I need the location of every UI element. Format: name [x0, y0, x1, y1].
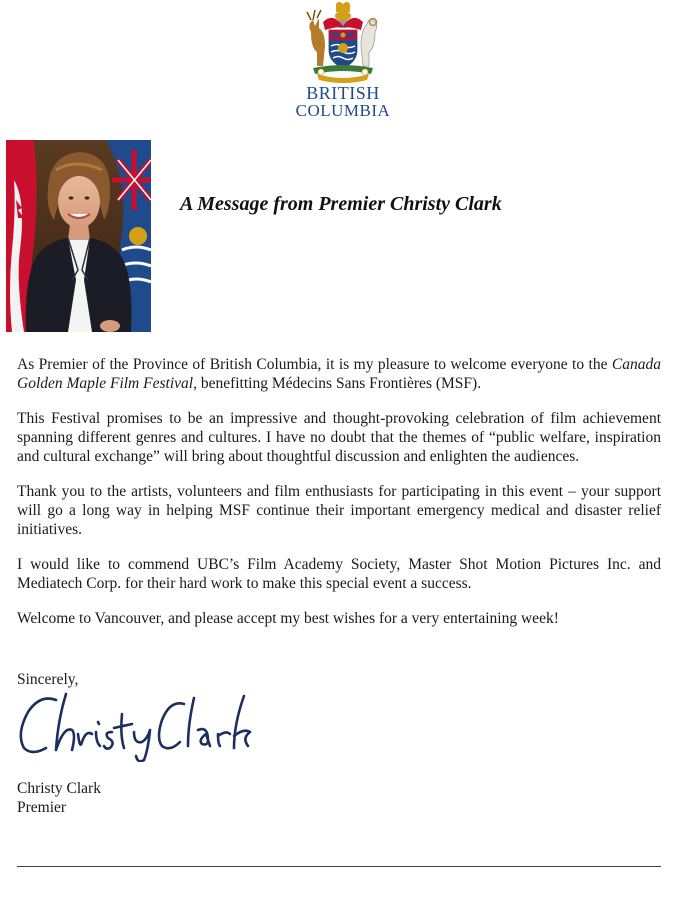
paragraph-festival: This Festival promises to be an impressive and thought-provoking celebration of film achievement spanning different genres and cultures. I have no doubt that the themes of “public welfare, inspiration and cultural exchange” will bring about thoughtful discussion and enlighten the audiences.: [17, 410, 661, 465]
coat-of-arms-icon: [303, 2, 383, 84]
premier-portrait: [6, 140, 151, 332]
letter-body: [17, 355, 661, 628]
bc-crest-logo: [288, 2, 398, 124]
paragraph-welcome-end: , benefitting Médecins Sans Frontières (MSF).: [193, 375, 482, 392]
signature: [12, 690, 262, 762]
signer-block: [17, 779, 101, 817]
paragraph-welcome-start: As Premier of the Province of British Columbia, it is my pleasure to welcome everyone to the: [17, 356, 612, 373]
signer-name: Christy Clark: [17, 780, 101, 797]
paragraph-welcome-vancouver: Welcome to Vancouver, and please accept my best wishes for a very entertaining week!: [17, 610, 559, 627]
footer-divider: [17, 866, 661, 867]
brand-name-line2: COLUMBIA: [295, 101, 391, 120]
handwritten-signature-icon: [12, 690, 262, 762]
paragraph-commend: I would like to commend UBC’s Film Academy Society, Master Shot Motion Pictures Inc. and Mediatech Corp. for their hard work to make this special event a success.: [17, 556, 661, 592]
portrait-photo-icon: [6, 140, 151, 332]
paragraph-welcome: [17, 355, 661, 393]
festival-name: Canada Golden Maple Film Festival: [17, 356, 661, 392]
closing-salutation: Sincerely,: [17, 671, 79, 688]
page-title: A Message from Premier Christy Clark: [180, 193, 502, 215]
brand-name-line1: BRITISH: [306, 83, 380, 103]
signer-title: Premier: [17, 799, 67, 816]
paragraph-thanks: Thank you to the artists, volunteers and film enthusiasts for participating in this event – your support will go a long way in helping MSF continue their important emergency medical and disaster relief initiatives.: [17, 483, 661, 538]
